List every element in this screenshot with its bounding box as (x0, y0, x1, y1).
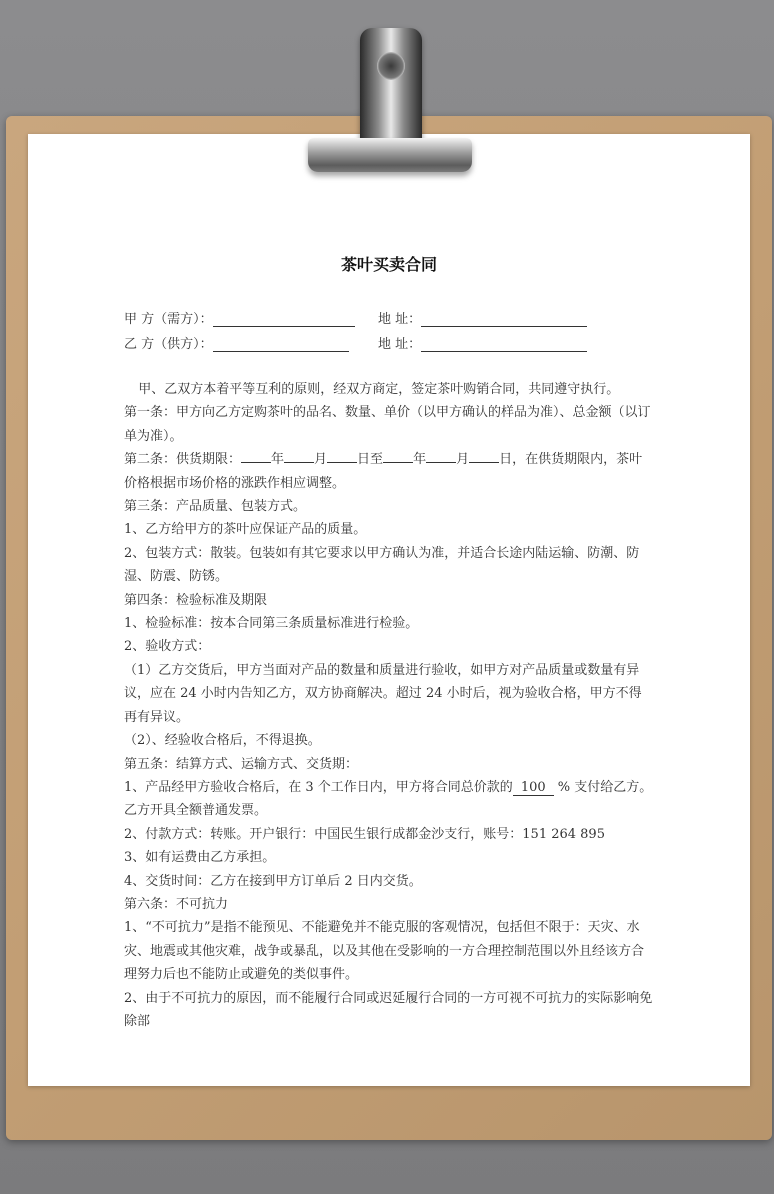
paragraph: 甲、乙双方本着平等互利的原则，经双方商定，签定茶叶购销合同，共同遵守执行。 (138, 382, 620, 397)
text-span: 第二条：供货期限： (124, 452, 242, 468)
paragraph: 2、验收方式： (124, 639, 211, 655)
paragraph: 第一条：甲方向乙方定购茶叶的品名、数量、单价（以甲方确认的样品为准）、总金额（以订单为准）。 (124, 405, 651, 444)
text-span: % 支付给乙方。乙方开具全额普通发票。 (124, 779, 653, 819)
text-span: 日 (499, 452, 513, 468)
address-label: 地 址： (378, 312, 422, 327)
paragraph: 1、检验标准：按本合同第三条质量标准进行检验。 (124, 616, 419, 632)
party-b-address (378, 333, 587, 352)
party-a-address-blank[interactable] (421, 312, 587, 327)
party-b-address-blank[interactable] (421, 337, 587, 352)
paragraph: 1、“不可抗力”是指不能预见、不能避免并不能克服的客观情况，包括但不限于：天灾、水灾、地震或其他灾难，战争或暴乱，以及其他在受影响的一方合理控制范围以外且经该方合理努力后也不能防止或避免的类似事件。 (124, 920, 645, 983)
paragraph: 3、如有运费由乙方承担。 (124, 850, 276, 866)
payment-percent[interactable]: 100 (513, 780, 554, 796)
day-blank[interactable] (327, 449, 357, 463)
paragraph: （2）、经验收合格后，不得退换。 (124, 733, 321, 749)
contract-body (124, 378, 654, 1033)
binder-clip-hole (377, 52, 405, 80)
party-b-row (124, 333, 654, 353)
paragraph: 2、由于不可抗力的原因，而不能履行合同或迟延履行合同的一方可视不可抗力的实际影响免除部 (124, 990, 653, 1029)
text-span: 年 (271, 452, 285, 468)
month-blank[interactable] (426, 449, 456, 463)
text-span: 1、产品经甲方验收合格后，在 3 个工作日内，甲方将合同总价款的 (124, 779, 513, 795)
binder-clip-arm (360, 28, 422, 146)
paragraph: 1、乙方给甲方的茶叶应保证产品的质量。 (124, 522, 367, 538)
paragraph: 第六条：不可抗力 (124, 896, 229, 912)
paragraph: 2、付款方式：转账。开户银行：中国民生银行成都金沙支行，账号：151 264 895 (124, 826, 605, 842)
party-a-label: 甲 方（需方）： (124, 312, 213, 327)
year-blank[interactable] (241, 449, 271, 463)
party-a-blank[interactable] (213, 312, 355, 327)
party-b-label: 乙 方（供方）： (124, 337, 213, 352)
paragraph: 第三条：产品质量、包装方式。 (124, 499, 307, 515)
day-blank[interactable] (469, 449, 499, 463)
month-blank[interactable] (284, 449, 314, 463)
paragraph: 2、包装方式：散装。包装如有其它要求以甲方确认为准，并适合长途内陆运输、防潮、防湿、防震、防锈。 (124, 545, 640, 585)
paragraph-supply-period (124, 448, 654, 495)
paragraph: 第五条：结算方式、运输方式、交货期： (124, 756, 359, 772)
text-span: 日至 (357, 452, 384, 468)
year-blank[interactable] (383, 449, 413, 463)
address-label: 地 址： (378, 337, 422, 352)
paragraph: 4、交货时间：乙方在接到甲方订单后 2 日内交货。 (124, 873, 422, 889)
paragraph-payment-ratio (124, 776, 654, 823)
text-span: 年 (413, 452, 427, 468)
text-span: ，在供货期限内，茶叶价格根据市场价格的涨跌作相应调整。 (124, 452, 643, 491)
paragraph: 第四条：检验标准及期限 (124, 592, 268, 608)
party-a-row (124, 308, 654, 328)
paragraph: （1）乙方交货后，甲方当面对产品的数量和质量进行验收，如甲方对产品质量或数量有异议，应在 24 小时内告知乙方，双方协商解决。超过 24 小时后，视为验收合格，甲方不得再有异议。 (124, 662, 642, 725)
text-span: 月 (314, 452, 328, 468)
document-title: 茶叶买卖合同 (340, 255, 437, 274)
binder-clip-base (308, 138, 472, 172)
party-b-blank[interactable] (213, 337, 349, 352)
text-span: 月 (456, 452, 470, 468)
party-a-address (378, 308, 587, 327)
